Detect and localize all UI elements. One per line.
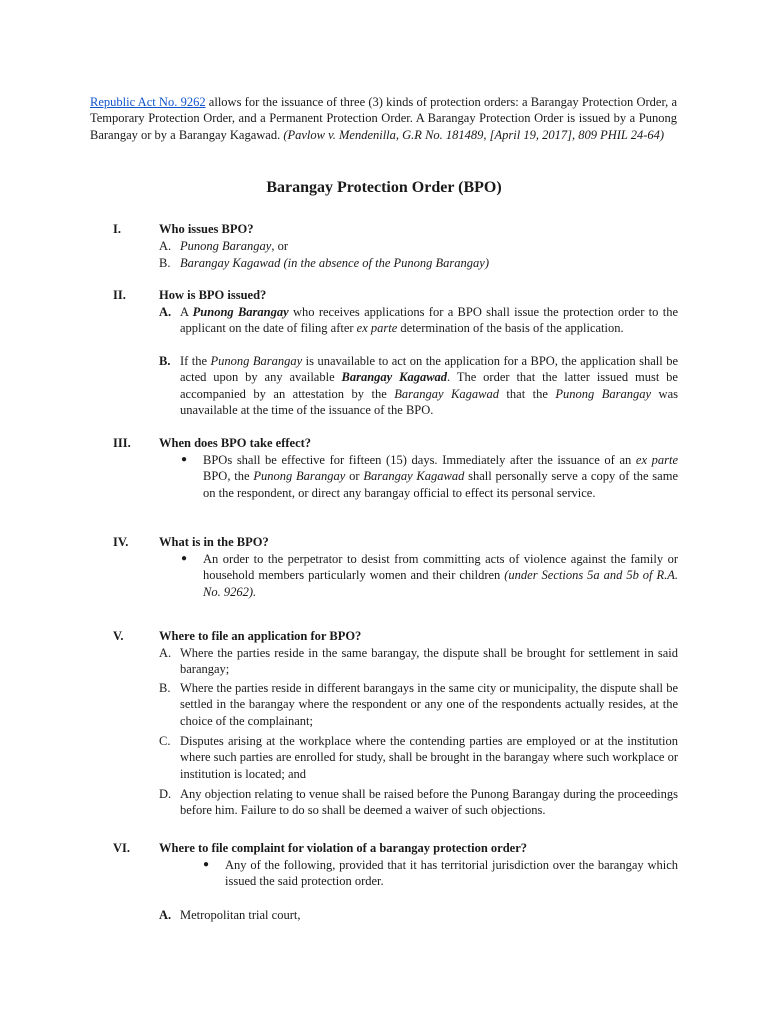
republic-act-link[interactable]: Republic Act No. 9262 [90,95,206,109]
section-heading: Where to file complaint for violation of a barangay protection order? [159,841,528,855]
document-page: Republic Act No. 9262 allows for the issuance of three (3) kinds of protection orders: a Barangay Protection Order, a Temporary Protection Order, and a Permanent Protection Order. A Barangay Protection Order is issued by a Punong Barangay or by a Barangay Kagawad. (Pavlow v. Mendenilla, G.R No. 181489, [April 19, 2017], 809 PHIL 24-64) Barangay Protection Order (BPO) I. Who issues BPO? A. Punong Barangay, or B. Barangay Kagawad (in the absence of the Punong Barangay) II. How is BPO issued? A. A Punong Barangay who receives applications for a BPO shall issue the protection order to the applicant on the date of filing after ex parte determination of the basis of the application. B. If the Punong Barangay is unavailable to act on the application for a BPO, the application shall be acted upon by any available Barangay Kagawad. The order that the latter issued must be accompanied by an attestation by the Barangay Kagawad that the Punong Barangay was unavailable at the time of the issuance of the BPO. III. When does BPO take effect? ● BPOs shall be effective for fifteen (15) days. Immediately after the issuance of an ex parte BPO, the Punong Barangay or Barangay Kagawad shall personally serve a copy of the same on the respondent, or direct any barangay official to effect its personal service. IV. What is in the BPO? ● An order to the perpetrator to desist from committing acts of violence against the family or household members particularly women and their children (under Sections 5a and 5b of R.A. No. 9262). V. Where to file an application for BPO? A. Where the parties reside in the same barangay, the dispute shall be brought for settlement in said barangay; B. Where the parties reside in different barangays in the same city or municipality, the dispute shall be settled in the barangay where the respondent or any one of the respondents actually resides, at the choice of the complainant; C. Disputes arising at the workplace where the contending parties are employed or at the institution where such parties are enrolled for study, shall be brought in the barangay where such workplace or institution is located; and D. Any objection relating to venue shall be raised before the Punong Barangay during the proceedings before him. Failure to do so shall be deemed a waiver of such objections. VI. Where to file complaint for violation of a barangay protection order? ● Any of the following, provided that it has territorial jurisdiction over the barangay which issued the said protection order. A. Metropolitan trial court, [0,0,768,1024]
intro-paragraph: Republic Act No. 9262 allows for the issuance of three (3) kinds of protection orders: a Barangay Protection Order, a Temporary Protection Order, and a Permanent Protection Order. A Barangay Protection Order is issued by a Punong Barangay or by a Barangay Kagawad. (Pavlow v. Mendenilla, G.R No. 181489, [April 19, 2017], 809 PHIL 24-64) [90,95,678,142]
section-number: I. [113,222,121,236]
bullet-icon: ● [181,553,188,564]
section-number: II. [113,288,126,302]
section-heading: How is BPO issued? [159,288,267,302]
section-heading: Where to file an application for BPO? [159,629,362,643]
bullet-icon: ● [181,454,188,465]
section-number: III. [113,436,131,450]
page-title: Barangay Protection Order (BPO) [266,179,502,196]
section-heading: What is in the BPO? [159,535,269,549]
section-heading: When does BPO take effect? [159,436,312,450]
section-heading: Who issues BPO? [159,222,254,236]
section-number: IV. [113,535,129,549]
citation: (Pavlow v. Mendenilla, G.R No. 181489, [April 19, 2017], 809 PHIL 24-64) [283,127,665,142]
bullet-icon: ● [203,859,210,870]
section-number: V. [113,629,124,643]
section-number: VI. [113,841,131,855]
